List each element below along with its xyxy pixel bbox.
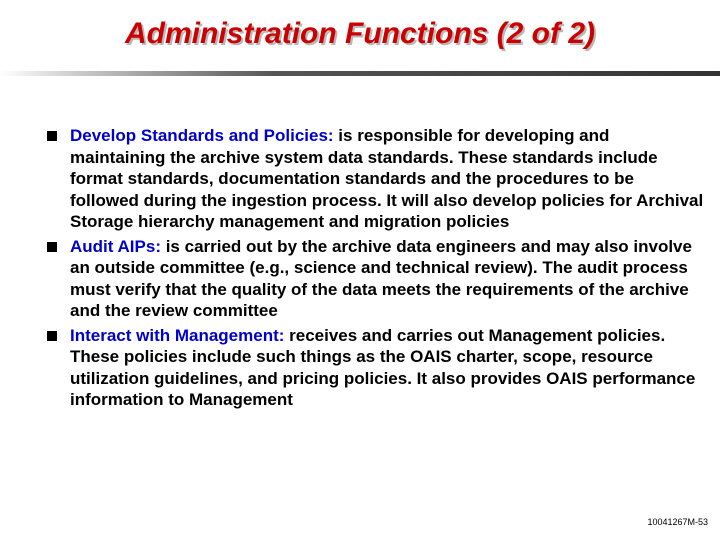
slide-title: Administration Functions (2 of 2) [125,17,595,50]
square-bullet-icon [47,131,57,141]
bullet-term: Interact with Management: [70,325,285,345]
bullet-term: Develop Standards and Policies: [70,126,334,145]
bullet-term: Audit AIPs: [70,236,161,256]
bullet-item-audit-aips [45,236,705,322]
slide-number: 10041267M-53 [647,517,708,527]
bullet-item-develop-standards [45,125,705,233]
bullet-text: is responsible for developing and maintaining the archive system data standards. These standards include format standards, documentation standards and the procedures to be followed during the ingestion process. It will also develop policies for Archival Storage hierarchy management and migration policies [70,126,704,231]
title-divider [0,71,720,76]
square-bullet-icon [47,331,57,341]
bullet-list [45,125,705,414]
bullet-item-interact-management [45,325,705,411]
bullet-text: receives and carries out Management policies. These policies include such things as the OAIS charter, scope, resource utilization guidelines, and pricing policies. It also provides OAIS performance information to Management [70,325,696,409]
square-bullet-icon [47,242,57,252]
bullet-text: is carried out by the archive data engineers and may also involve an outside committee (e.g., science and technical review). The audit process must verify that the quality of the data meets the requirements of the archive and the review committee [70,236,692,320]
